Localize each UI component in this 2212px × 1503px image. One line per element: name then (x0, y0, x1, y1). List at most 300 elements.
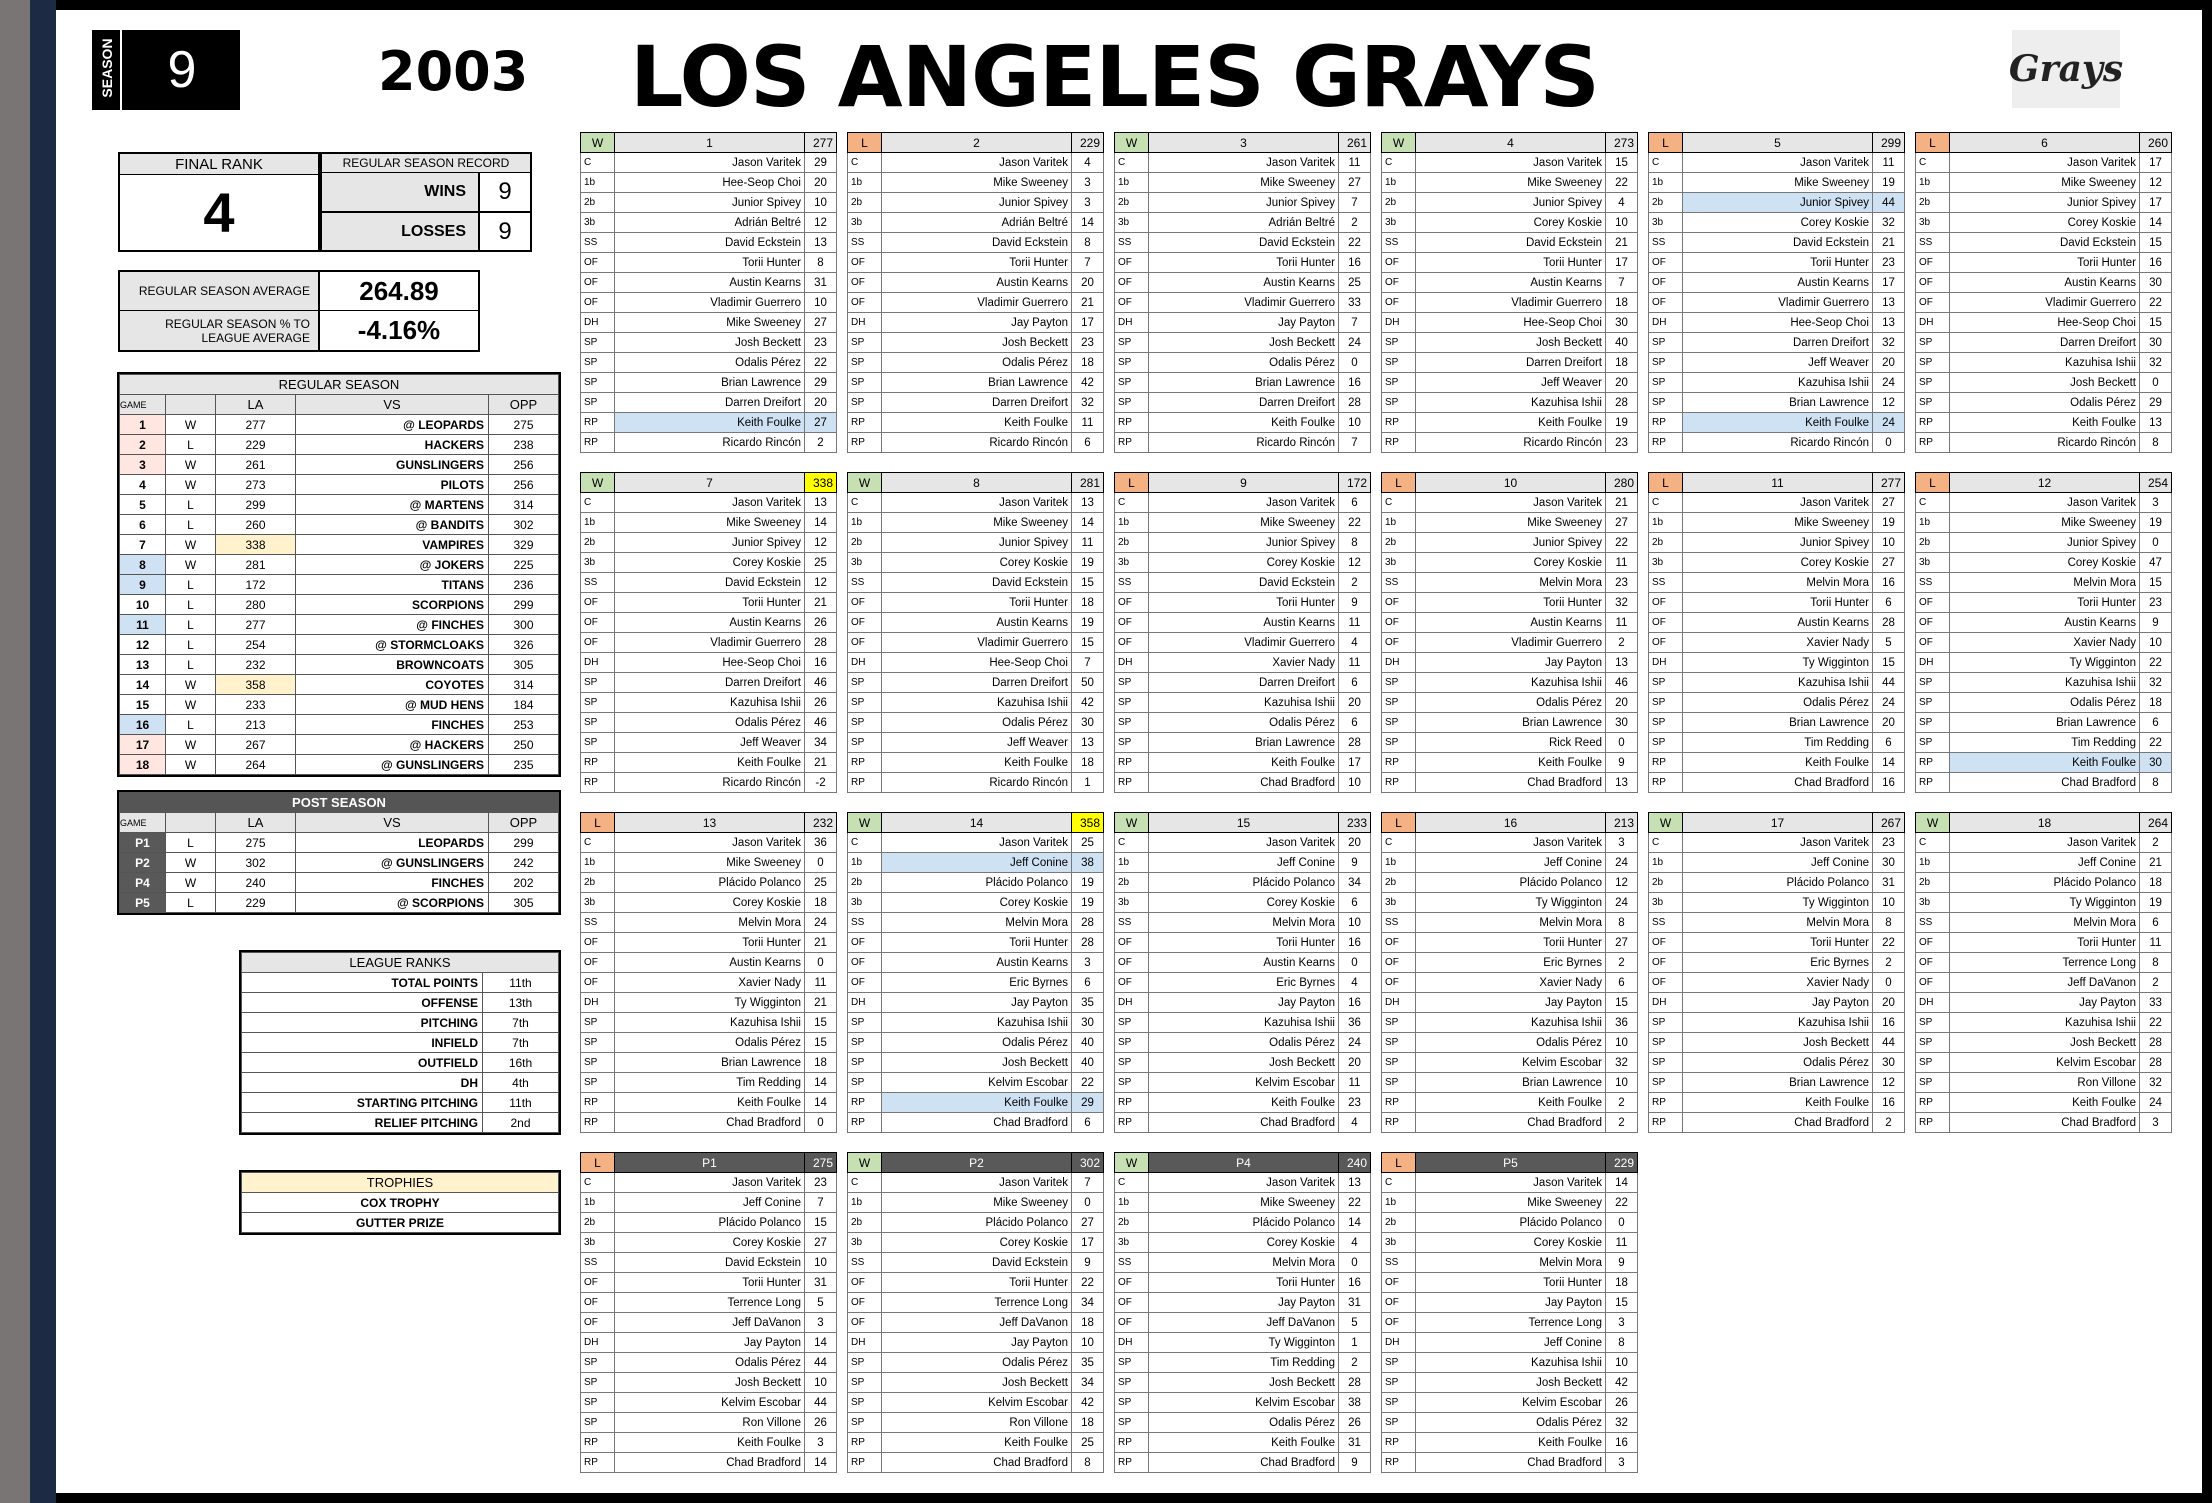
player-position: SP (1649, 713, 1683, 733)
player-position: DH (1115, 313, 1149, 333)
player-points: 17 (1606, 253, 1638, 273)
player-name: Josh Beckett (1950, 1033, 2140, 1053)
player-points: 20 (1339, 693, 1371, 713)
player-points: 30 (1606, 713, 1638, 733)
player-points: 16 (1339, 373, 1371, 393)
game-result: L (1382, 1153, 1416, 1173)
player-points: 2 (1339, 1353, 1371, 1373)
player-position: SP (581, 713, 615, 733)
player-name: David Eckstein (882, 573, 1072, 593)
lineup-row (1649, 913, 1905, 933)
player-position: 2b (1115, 533, 1149, 553)
player-position: SP (1916, 1073, 1950, 1093)
player-name: Eric Byrnes (1149, 973, 1339, 993)
result-row (120, 675, 559, 695)
rank-value: 16th (483, 1053, 559, 1073)
game-total: 302 (1072, 1153, 1104, 1173)
player-position: RP (1382, 1453, 1416, 1473)
player-position: SP (1115, 393, 1149, 413)
player-position: OF (1115, 253, 1149, 273)
player-points: 7 (1339, 313, 1371, 333)
lineup-row (1916, 293, 2172, 313)
player-position: OF (581, 273, 615, 293)
result-opp-score: 236 (489, 575, 559, 595)
lineup-row (581, 313, 837, 333)
player-name: Keith Foulke (1683, 413, 1873, 433)
result-wl: W (166, 873, 216, 893)
player-points: 14 (1072, 213, 1104, 233)
player-points: 10 (805, 1253, 837, 1273)
player-position: 3b (581, 553, 615, 573)
lineup-row (1649, 293, 1905, 313)
player-points: 6 (2140, 913, 2172, 933)
game-box (1381, 472, 1638, 793)
player-points: 17 (1072, 313, 1104, 333)
lineup-row (1649, 193, 1905, 213)
player-position: RP (581, 413, 615, 433)
player-name: Odalis Pérez (1149, 1413, 1339, 1433)
player-position: SS (848, 913, 882, 933)
player-name: Jason Varitek (1416, 153, 1606, 173)
player-points: 24 (1606, 893, 1638, 913)
player-points: 22 (805, 353, 837, 373)
result-game: 9 (120, 575, 166, 595)
player-position: OF (1916, 953, 1950, 973)
player-name: Corey Koskie (1683, 213, 1873, 233)
lineup-row (1115, 533, 1371, 553)
player-name: Ty Wigginton (1683, 893, 1873, 913)
player-points: 29 (805, 373, 837, 393)
game-number: 7 (615, 473, 805, 493)
player-points: 46 (805, 673, 837, 693)
player-position: SP (581, 1413, 615, 1433)
record-label: REGULAR SEASON RECORD (322, 154, 530, 172)
result-la-score: 280 (216, 595, 296, 615)
player-name: Plácido Polanco (1149, 1213, 1339, 1233)
player-points: 32 (2140, 1073, 2172, 1093)
lineup-row (1115, 393, 1371, 413)
player-position: OF (1382, 613, 1416, 633)
result-opp-score: 299 (489, 595, 559, 615)
lineup-row (1115, 233, 1371, 253)
lineup-row (1115, 193, 1371, 213)
game-box (1648, 472, 1905, 793)
player-name: Xavier Nady (1416, 973, 1606, 993)
player-points: 6 (1873, 733, 1905, 753)
result-la-score: 299 (216, 495, 296, 515)
player-position: OF (848, 293, 882, 313)
player-name: Kazuhisa Ishii (1683, 373, 1873, 393)
player-points: 50 (1072, 673, 1104, 693)
lineup-row (1916, 193, 2172, 213)
player-name: Ricardo Rincón (1683, 433, 1873, 453)
player-points: 15 (2140, 313, 2172, 333)
player-points: 42 (1072, 373, 1104, 393)
player-position: SP (581, 1353, 615, 1373)
lineup-row (1916, 1093, 2172, 1113)
player-points: 46 (805, 713, 837, 733)
player-name: Jason Varitek (1416, 833, 1606, 853)
lineup-row (1115, 613, 1371, 633)
player-points: 46 (1606, 673, 1638, 693)
player-points: 27 (1072, 1213, 1104, 1233)
player-points: 10 (805, 293, 837, 313)
player-points: 30 (1606, 313, 1638, 333)
player-position: RP (581, 753, 615, 773)
lineup-row (1115, 1033, 1371, 1053)
col-vs: VS (296, 395, 489, 415)
player-name: David Eckstein (882, 1253, 1072, 1273)
player-points: 28 (1606, 393, 1638, 413)
player-position: 3b (1382, 893, 1416, 913)
player-name: Austin Kearns (1149, 273, 1339, 293)
player-name: Torii Hunter (1683, 593, 1873, 613)
lineup-row (848, 253, 1104, 273)
player-points: 7 (1072, 1173, 1104, 1193)
player-points: 32 (1072, 393, 1104, 413)
lineup-row (1382, 233, 1638, 253)
player-name: Chad Bradford (615, 1113, 805, 1133)
game-total: 275 (805, 1153, 837, 1173)
player-position: C (1382, 1173, 1416, 1193)
lineup-row (1382, 1453, 1638, 1473)
player-name: Josh Beckett (1416, 1373, 1606, 1393)
player-points: 11 (1606, 613, 1638, 633)
player-name: Chad Bradford (1950, 773, 2140, 793)
lineup-row (1382, 933, 1638, 953)
player-position: RP (1382, 753, 1416, 773)
lineup-row (1649, 433, 1905, 453)
player-name: Austin Kearns (1149, 953, 1339, 973)
player-position: SS (1115, 1253, 1149, 1273)
lineup-row (848, 1213, 1104, 1233)
lineup-row (1115, 1453, 1371, 1473)
lineup-row (1649, 833, 1905, 853)
player-points: 13 (1873, 293, 1905, 313)
result-wl: L (166, 615, 216, 635)
game-number: 1 (615, 133, 805, 153)
player-name: Keith Foulke (882, 413, 1072, 433)
result-opponent: FINCHES (296, 873, 489, 893)
player-position: C (581, 153, 615, 173)
result-opponent: GUNSLINGERS (296, 455, 489, 475)
player-points: 30 (2140, 753, 2172, 773)
player-points: 16 (1339, 253, 1371, 273)
result-opp-score: 305 (489, 655, 559, 675)
player-position: SP (848, 693, 882, 713)
lineup-row (1916, 913, 2172, 933)
result-la-score: 233 (216, 695, 296, 715)
lineup-row (848, 713, 1104, 733)
player-points: 30 (1873, 1053, 1905, 1073)
game-result: W (1916, 813, 1950, 833)
player-position: 2b (1916, 533, 1950, 553)
player-points: 16 (2140, 253, 2172, 273)
lineup-row (848, 653, 1104, 673)
player-points: 27 (1606, 933, 1638, 953)
post-col-vs: VS (296, 813, 489, 833)
player-points: 20 (805, 173, 837, 193)
lineup-row (1649, 653, 1905, 673)
player-position: C (1916, 493, 1950, 513)
player-points: 11 (1072, 413, 1104, 433)
player-name: Keith Foulke (1683, 1093, 1873, 1113)
lineup-row (848, 633, 1104, 653)
player-points: 14 (805, 1073, 837, 1093)
result-row (120, 853, 559, 873)
player-position: SP (1382, 393, 1416, 413)
player-points: 15 (1606, 1293, 1638, 1313)
rank-category: STARTING PITCHING (242, 1093, 483, 1113)
trophy-item: GUTTER PRIZE (242, 1213, 559, 1233)
player-name: Hee-Seop Choi (615, 173, 805, 193)
player-position: SP (1382, 1013, 1416, 1033)
player-name: Tim Redding (1149, 1353, 1339, 1373)
player-points: 18 (2140, 693, 2172, 713)
rank-value: 7th (483, 1013, 559, 1033)
player-position: 3b (1115, 1233, 1149, 1253)
lineup-row (1382, 213, 1638, 233)
result-opp-score: 302 (489, 515, 559, 535)
rank-value: 7th (483, 1033, 559, 1053)
player-position: OF (1649, 273, 1683, 293)
player-points: 10 (1606, 1073, 1638, 1093)
lineup-row (848, 273, 1104, 293)
player-position: SP (1115, 733, 1149, 753)
player-name: Jeff Conine (615, 1193, 805, 1213)
player-points: 24 (1339, 1033, 1371, 1053)
player-points: 13 (805, 233, 837, 253)
player-name: Terrence Long (1416, 1313, 1606, 1333)
result-opp-score: 299 (489, 833, 559, 853)
player-position: OF (581, 293, 615, 313)
result-la-score: 254 (216, 635, 296, 655)
player-points: 9 (2140, 613, 2172, 633)
player-points: 3 (1072, 953, 1104, 973)
lineup-row (1382, 253, 1638, 273)
player-name: Mike Sweeney (615, 853, 805, 873)
lineup-row (581, 953, 837, 973)
player-name: Xavier Nady (1683, 973, 1873, 993)
player-position: SP (1115, 713, 1149, 733)
post-season-table (117, 790, 561, 915)
player-position: 2b (581, 193, 615, 213)
lineup-row (1115, 1213, 1371, 1233)
player-position: 1b (848, 853, 882, 873)
player-name: Kazuhisa Ishii (1416, 393, 1606, 413)
player-position: OF (1382, 633, 1416, 653)
lineup-row (1382, 173, 1638, 193)
lineup-row (1916, 493, 2172, 513)
lineup-row (1649, 633, 1905, 653)
player-points: 18 (805, 893, 837, 913)
game-result: L (581, 1153, 615, 1173)
lineup-row (1649, 233, 1905, 253)
lineup-row (1916, 153, 2172, 173)
player-points: 7 (1339, 433, 1371, 453)
left-stripe-gray (0, 0, 30, 1503)
player-points: 22 (2140, 293, 2172, 313)
game-number: 15 (1149, 813, 1339, 833)
player-points: 11 (1606, 1233, 1638, 1253)
player-position: 1b (581, 173, 615, 193)
player-position: 1b (848, 1193, 882, 1213)
player-points: 40 (1072, 1053, 1104, 1073)
player-name: Mike Sweeney (1416, 513, 1606, 533)
player-position: 3b (1115, 893, 1149, 913)
player-name: Josh Beckett (882, 1053, 1072, 1073)
player-name: Corey Koskie (882, 553, 1072, 573)
player-points: 16 (1339, 933, 1371, 953)
player-points: 4 (1339, 633, 1371, 653)
game-result: W (1115, 1153, 1149, 1173)
player-name: Torii Hunter (1950, 933, 2140, 953)
player-name: Melvin Mora (1683, 913, 1873, 933)
lineup-row (1115, 1053, 1371, 1073)
player-name: Kelvim Escobar (882, 1393, 1072, 1413)
player-points: 0 (1873, 433, 1905, 453)
player-position: C (848, 493, 882, 513)
player-points: 15 (2140, 573, 2172, 593)
player-points: 0 (2140, 373, 2172, 393)
player-position: C (1649, 833, 1683, 853)
player-name: Austin Kearns (1950, 273, 2140, 293)
player-points: 2 (1339, 213, 1371, 233)
player-points: 28 (2140, 1033, 2172, 1053)
lineup-row (848, 733, 1104, 753)
rank-category: INFIELD (242, 1033, 483, 1053)
lineup-row (1916, 893, 2172, 913)
player-position: OF (581, 973, 615, 993)
result-wl: L (166, 635, 216, 655)
player-name: Melvin Mora (1149, 913, 1339, 933)
player-points: 11 (805, 973, 837, 993)
player-points: 28 (1339, 393, 1371, 413)
result-la-score: 172 (216, 575, 296, 595)
player-points: 40 (1072, 1033, 1104, 1053)
player-points: 32 (1873, 213, 1905, 233)
lineup-row (848, 553, 1104, 573)
player-position: OF (1916, 633, 1950, 653)
player-name: Mike Sweeney (1149, 513, 1339, 533)
lineup-row (581, 833, 837, 853)
result-wl: W (166, 735, 216, 755)
player-name: Ricardo Rincón (882, 773, 1072, 793)
lineup-row (581, 1293, 837, 1313)
lineup-row (1916, 253, 2172, 273)
player-name: Odalis Pérez (1950, 693, 2140, 713)
player-points: 31 (805, 1273, 837, 1293)
player-name: Mike Sweeney (1950, 513, 2140, 533)
player-points: 32 (1606, 1413, 1638, 1433)
player-position: OF (581, 253, 615, 273)
lineup-row (1115, 373, 1371, 393)
lineup-row (581, 1233, 837, 1253)
result-opp-score: 235 (489, 755, 559, 775)
player-position: 1b (848, 513, 882, 533)
player-points: 26 (1606, 1393, 1638, 1413)
player-position: SP (581, 1393, 615, 1413)
player-name: Odalis Pérez (882, 713, 1072, 733)
player-points: 33 (1339, 293, 1371, 313)
player-points: 23 (1339, 1093, 1371, 1113)
player-position: SP (848, 1393, 882, 1413)
player-position: SP (1916, 1053, 1950, 1073)
player-name: Vladimir Guerrero (615, 293, 805, 313)
lineup-row (1382, 673, 1638, 693)
lineup-row (581, 673, 837, 693)
lineup-row (1115, 873, 1371, 893)
player-name: Jay Payton (1683, 993, 1873, 1013)
player-name: Terrence Long (1950, 953, 2140, 973)
lineup-row (1649, 273, 1905, 293)
player-position: RP (1382, 433, 1416, 453)
game-number: 17 (1683, 813, 1873, 833)
player-name: Brian Lawrence (615, 373, 805, 393)
result-game: 4 (120, 475, 166, 495)
game-result: W (848, 473, 882, 493)
player-name: Jason Varitek (1950, 833, 2140, 853)
result-la-score: 264 (216, 755, 296, 775)
player-points: 18 (1072, 1413, 1104, 1433)
player-position: SP (1649, 733, 1683, 753)
post-season-title: POST SEASON (120, 793, 559, 813)
lineup-row (581, 1433, 837, 1453)
player-position: 1b (581, 1193, 615, 1213)
player-position: 1b (1382, 853, 1416, 873)
player-position: 3b (1649, 553, 1683, 573)
lineup-row (1916, 573, 2172, 593)
lineup-row (848, 973, 1104, 993)
player-name: Torii Hunter (615, 1273, 805, 1293)
player-name: Josh Beckett (882, 333, 1072, 353)
game-number: P1 (615, 1153, 805, 1173)
lineup-row (581, 713, 837, 733)
player-name: Darren Dreifort (1683, 333, 1873, 353)
player-points: 23 (1606, 573, 1638, 593)
lineup-row (1382, 413, 1638, 433)
player-points: 8 (1072, 1453, 1104, 1473)
player-name: Plácido Polanco (1683, 873, 1873, 893)
player-position: 3b (1916, 553, 1950, 573)
player-points: 13 (1606, 653, 1638, 673)
player-points: 4 (1606, 193, 1638, 213)
player-position: OF (848, 1293, 882, 1313)
player-points: 17 (1873, 273, 1905, 293)
result-row (120, 655, 559, 675)
game-total: 229 (1606, 1153, 1638, 1173)
player-name: Jason Varitek (882, 153, 1072, 173)
player-name: Vladimir Guerrero (615, 633, 805, 653)
player-position: SP (1115, 333, 1149, 353)
lineup-row (581, 913, 837, 933)
player-points: 0 (1873, 973, 1905, 993)
lineup-row (848, 233, 1104, 253)
player-position: RP (1382, 1093, 1416, 1113)
player-name: Jay Payton (1149, 993, 1339, 1013)
lineup-row (581, 1373, 837, 1393)
player-name: Jay Payton (1416, 653, 1606, 673)
player-points: 8 (805, 253, 837, 273)
result-opponent: @ MARTENS (296, 495, 489, 515)
player-points: 47 (2140, 553, 2172, 573)
player-name: Jason Varitek (1950, 493, 2140, 513)
player-points: 18 (1606, 293, 1638, 313)
player-name: Vladimir Guerrero (1950, 293, 2140, 313)
lineup-row (1649, 513, 1905, 533)
rank-row (242, 1093, 559, 1113)
result-row (120, 615, 559, 635)
